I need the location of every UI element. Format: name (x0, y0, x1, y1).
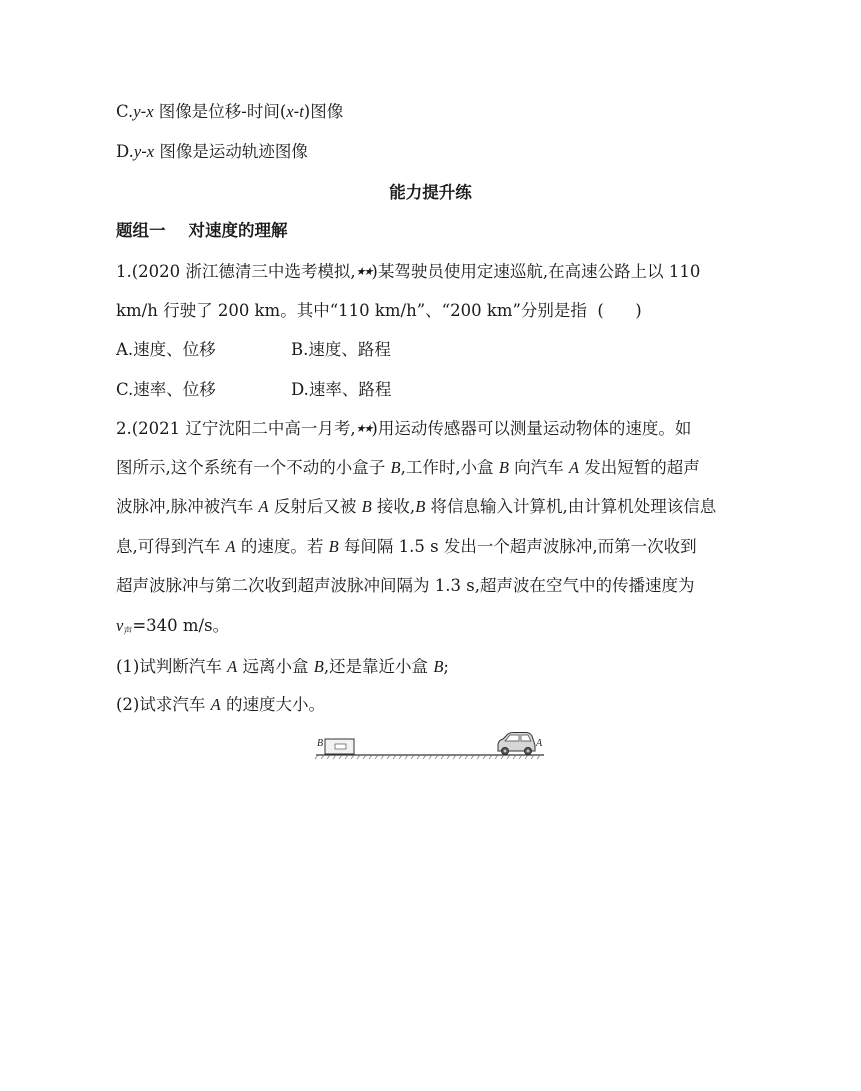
q1-option-d: D.速率、路程 (291, 380, 392, 399)
option-c-prev: C.y-x 图像是位移-时间(x-t)图像 (116, 102, 344, 121)
sensor-car-figure (314, 731, 546, 761)
sensor-box-icon (325, 739, 354, 754)
car-icon (498, 733, 535, 755)
option-d-prev: D.y-x 图像是运动轨迹图像 (116, 142, 308, 161)
label-a: A (536, 738, 543, 749)
q2-line1: 2.(2021 辽宁沈阳二中高一月考,★★)用运动传感器可以测量运动物体的速度。如 (116, 419, 692, 438)
q2-line2: 图所示,这个系统有一个不动的小盒子 B,工作时,小盒 B 向汽车 A 发出短暂的超声 (116, 458, 700, 477)
q1-line2: km/h 行驶了 200 km。其中“110 km/h”、“200 km”分别是指 ( ) (116, 301, 642, 320)
difficulty-stars-icon: ★★ (355, 265, 372, 278)
q2-sub2: (2)试求汽车 A 的速度大小。 (116, 695, 325, 714)
q1-option-a: A.速度、位移 (116, 340, 216, 359)
section-title: 能力提升练 (389, 183, 472, 202)
q1-option-c: C.速率、位移 (116, 380, 216, 399)
q2-sub1: (1)试判断汽车 A 远离小盒 B,还是靠近小盒 B; (116, 657, 449, 676)
ground (315, 755, 544, 759)
q2-line3: 波脉冲,脉冲被汽车 A 反射后又被 B 接收,B 将信息输入计算机,由计算机处理该信息 (116, 497, 717, 516)
label-b: B (317, 738, 324, 749)
q2-line4: 息,可得到汽车 A 的速度。若 B 每间隔 1.5 s 发出一个超声波脉冲,而第一次收到 (116, 537, 697, 556)
q1-line1: 1.(2020 浙江德清三中选考模拟,★★)某驾驶员使用定速巡航,在高速公路上以 110 (116, 262, 701, 281)
q2-line6: $v_声=340$ m/s。 (116, 616, 230, 637)
q2-line5: 超声波脉冲与第二次收到超声波脉冲间隔为 1.3 s,超声波在空气中的传播速度为 (116, 576, 695, 595)
difficulty-stars-icon: ★★ (355, 422, 372, 435)
q1-option-b: B.速度、路程 (291, 340, 391, 359)
group-title: 题组一 对速度的理解 (116, 221, 288, 240)
